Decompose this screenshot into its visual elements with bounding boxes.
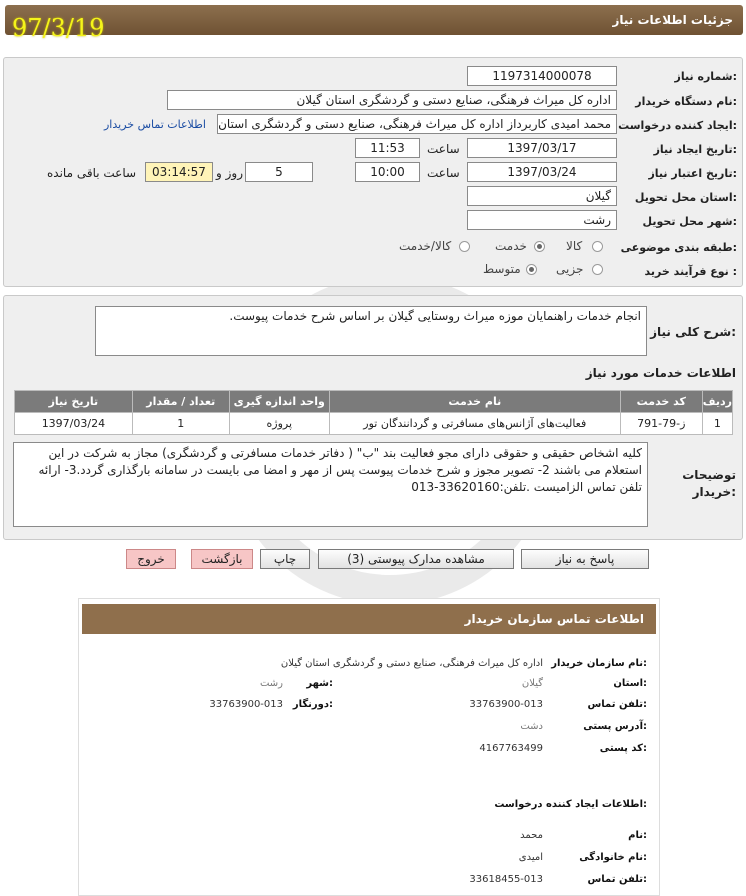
need-date-cell: 1397/03/24 — [15, 413, 133, 435]
process-label: نوع فرآیند خرید : — [644, 265, 737, 278]
valid-date-label: تاریخ اعتبار نیاز: — [648, 167, 737, 180]
services-header-row — [15, 391, 733, 413]
col-row-header: ردیف — [702, 391, 732, 413]
city-label: شهر محل تحویل: — [642, 215, 737, 228]
contact-address-label: آدرس پستی: — [583, 721, 647, 732]
buyer-contact-section — [78, 598, 660, 896]
contact-city-label: شهر: — [306, 678, 333, 689]
creator-last-name-label: نام خانوادگی: — [579, 852, 647, 863]
creator-field[interactable]: محمد امیدی کاربرداز اداره کل میراث فرهنگی، صنایع دستی و گردشگری استان — [217, 114, 617, 134]
announce-time-label: ساعت — [427, 142, 460, 156]
exit-button[interactable]: خروج — [126, 549, 176, 569]
process-minor-radio[interactable] — [592, 264, 603, 275]
creator-phone-value: 33618455-013 — [469, 874, 543, 885]
summary-textarea[interactable]: انجام خدمات راهنمایان موزه میراث روستایی گیلان بر اساس شرح خدمات پیوست. — [95, 306, 647, 356]
contact-postal-value: 4167763499 — [479, 743, 543, 754]
contact-fax-value: 33763900-013 — [209, 699, 283, 710]
table-row — [15, 413, 733, 435]
contact-city-value: رشت — [259, 678, 283, 689]
summary-label: شرح کلی نیاز: — [650, 325, 736, 339]
col-unit-header: واحد اندازه گیری — [229, 391, 329, 413]
province-label: استان محل تحویل: — [634, 191, 737, 204]
contact-header — [82, 604, 656, 634]
date-stamp: 97/3/19 — [12, 14, 105, 42]
buyer-notes-label-line1: توضیحات — [682, 468, 736, 482]
contact-org-value: اداره کل میراث فرهنگی، صنایع دستی و گردشگری استان گیلان — [280, 658, 543, 669]
services-table — [14, 390, 733, 435]
category-service-label: خدمت — [495, 239, 527, 253]
category-goods-label: کالا — [566, 239, 583, 253]
contact-province-label: استان: — [613, 678, 647, 689]
creator-phone-label: تلفن تماس: — [587, 874, 647, 885]
col-name-header: نام خدمت — [329, 391, 620, 413]
valid-time-field[interactable]: 10:00 — [355, 162, 420, 182]
category-goods-service-label: کالا/خدمت — [399, 239, 452, 253]
creator-first-name-label: نام: — [628, 830, 647, 841]
announce-date-field[interactable]: 1397/03/17 — [467, 138, 617, 158]
announce-date-label: تاریخ ایجاد نیاز: — [653, 143, 737, 156]
category-goods-radio[interactable] — [592, 241, 603, 252]
quantity-cell: 1 — [132, 413, 229, 435]
print-button[interactable]: چاپ — [260, 549, 310, 569]
contact-province-value: گیلان — [521, 678, 543, 689]
buyer-org-label: نام دستگاه خریدار: — [635, 95, 737, 108]
contact-title: اطلاعات تماس سازمان خریدار — [464, 612, 644, 626]
category-goods-service-radio[interactable] — [459, 241, 470, 252]
page-title: جزئیات اطلاعات نیاز — [612, 13, 733, 27]
need-number-field[interactable]: 1197314000078 — [467, 66, 617, 86]
buyer-notes-textarea[interactable]: کلیه اشخاص حقیقی و حقوقی دارای مجو فعالیت بند "ب" ( دفاتر خدمات مسافرتی و گردشگری) مجاز به شرکت در این استعلام می باشند 2- تصویر مجوز و شرح خدمات پیوست پس از مهر و امضا می بایست در سامانه بارگذاری گردد.3- ارائه تلفن تماس الزامیست .تلفن:33620160-013 — [13, 442, 648, 527]
category-label: طبقه بندی موضوعی: — [620, 241, 737, 254]
contact-phone-value: 33763900-013 — [469, 699, 543, 710]
contact-fax-label: دورنگار: — [292, 699, 333, 710]
buyer-org-field[interactable]: اداره کل میراث فرهنگی، صنایع دستی و گردشگری استان گیلان — [167, 90, 617, 110]
valid-date-field[interactable]: 1397/03/24 — [467, 162, 617, 182]
creator-first-name-value: محمد — [520, 830, 543, 841]
buyer-notes-label — [682, 468, 736, 499]
days-remaining-field[interactable]: 5 — [245, 162, 313, 182]
process-medium-label: متوسط — [483, 262, 521, 276]
creator-info-title: اطلاعات ایجاد کننده درخواست: — [494, 799, 647, 810]
process-medium-radio[interactable] — [526, 264, 537, 275]
contact-address-value: دشت — [520, 721, 543, 732]
creator-label: ایجاد کننده درخواست: — [618, 119, 737, 132]
page-header — [5, 5, 743, 35]
city-field[interactable]: رشت — [467, 210, 617, 230]
unit-cell: پروژه — [229, 413, 329, 435]
reply-button[interactable]: پاسخ به نیاز — [521, 549, 649, 569]
service-code-cell: ز-79-791 — [620, 413, 702, 435]
contact-postal-label: کد پستی: — [599, 743, 647, 754]
creator-last-name-value: امیدی — [518, 852, 543, 863]
remaining-time-field: 03:14:57 — [145, 162, 213, 182]
contact-org-label: نام سازمان خریدار: — [551, 658, 647, 669]
contact-phone-label: تلفن تماس: — [587, 699, 647, 710]
row-number-cell: 1 — [702, 413, 732, 435]
process-minor-label: جزیی — [556, 262, 584, 276]
service-name-cell: فعالیت‌های آژانس‌های مسافرتی و گردانندگان تور — [329, 413, 620, 435]
buyer-contact-link[interactable]: اطلاعات تماس خریدار — [104, 118, 206, 131]
buyer-notes-label-line2: خریدار: — [692, 485, 736, 499]
remaining-time-label: ساعت باقی مانده — [47, 166, 137, 180]
attachments-button[interactable]: مشاهده مدارک پیوستی (3) — [318, 549, 514, 569]
services-section-title: اطلاعات خدمات مورد نیاز — [585, 366, 736, 380]
col-date-header: تاریخ نیاز — [15, 391, 133, 413]
announce-time-field[interactable]: 11:53 — [355, 138, 420, 158]
province-field[interactable]: گیلان — [467, 186, 617, 206]
valid-time-label: ساعت — [427, 166, 460, 180]
days-label: روز و — [216, 166, 243, 180]
col-qty-header: تعداد / مقدار — [132, 391, 229, 413]
need-number-label: شماره نیاز: — [674, 70, 737, 83]
category-service-radio[interactable] — [534, 241, 545, 252]
back-button[interactable]: بازگشت — [191, 549, 253, 569]
col-code-header: کد خدمت — [620, 391, 702, 413]
